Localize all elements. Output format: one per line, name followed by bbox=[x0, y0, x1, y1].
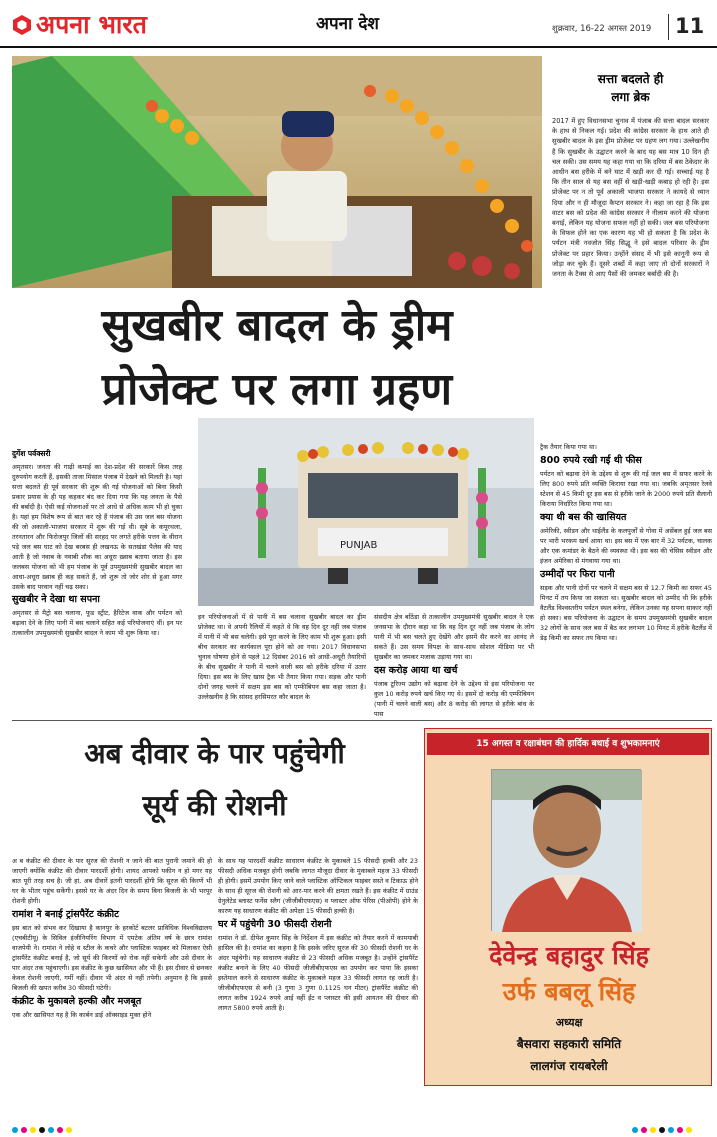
lead-subhead-dream: सुखबीर ने देखा था सपना bbox=[12, 594, 100, 605]
lead-col3 bbox=[374, 612, 534, 718]
sidebar-body: 2017 में हुए विधानसभा चुनाव में पंजाब की सत्ता बादल सरकार के हाथ से निकल गई। प्रदेश की कांग्रेस सरकार के हाथ आते ही सुखबीर बादल के इस ड्रीम प्रोजेक्ट पर ग्रहण लग गया। उल्लेखनीय है कि सुखबीर के उद्घाटन करने के बाद यह बस मात्र 10 दिन ही चल सकी। उस समय यह कहा गया था कि दरिया में बस ठेकेदार के आधीन बस हरीके में बने घाट में खड़ी कर दी गई। सच्चाई यह है कि तीन साल से यह बस वहीं से खड़ी-खड़ी कबाड़ हो रही है। इस प्रोजेक्ट पर न तो पूर्व अकाली भाजपा सरकार ने कायदे से ध्यान दिया और न ही मौजूदा कैप्टन सरकार ने। कहा जा रहा है कि इस वाटर बस को प्रदेश की कांग्रेस सरकार ने नीलाम करने की योजना बनाई, लेकिन यह योजना सफल नहीं हो सकी। जल बस परियोजना के विफल होने का एक कारण यह भी हो सकता है कि प्रदेश के पर्यटन मंत्री नवजोत सिंह सिद्धू ने इसे बादल परिवार के ड्रीम प्रोजेक्ट पर प्रहार किया। उन्होंने संसद में भी इसे कानूनी रूप से जोड़ा कर चुके हैं। दूसरे शब्दों में कहा जाए तो दोनों सरकारों ने जनता के टैक्स से आए पैसों की जमकर बर्बादी की है। bbox=[552, 117, 709, 279]
svg-text:PUNJAB: PUNJAB bbox=[340, 540, 378, 551]
registration-dot bbox=[57, 1127, 63, 1133]
second-headline-line1: अब दीवार के पार पहुंचेगी bbox=[84, 737, 345, 770]
second-headline-line2: सूर्य की रोशनी bbox=[142, 789, 287, 822]
lead-col1 bbox=[12, 462, 182, 702]
hexagon-logo-icon bbox=[11, 14, 33, 36]
ad-greeting-banner: 15 अगस्त व रक्षाबंधन की हार्दिक बधाई व शुभकामनाएं bbox=[427, 733, 709, 755]
registration-dots-left bbox=[12, 1118, 92, 1126]
registration-dot bbox=[668, 1127, 674, 1133]
ad-portrait bbox=[491, 769, 641, 931]
ad-place: लालगंज रायबरेली bbox=[530, 1059, 608, 1073]
second-col2-para1: के साथ यह पारदर्शी कंक्रीट साधारण कंक्रीट के मुकाबले 15 फीसदी हल्की और 23 फीसदी अधिक मजबूत होगी जबकि लागत मौजूदा दीवार के मुकाबले महज 33 फीसदी ही होगी। इसमें उपयोग किए जाने वाले प्लास्टिक ऑप्टिकल फाइबर सस्ते व टिकाऊ होने के साथ ही सूरज की रोशनी को आर-पार करने की क्षमता रखते हैं। इस कंक्रीट में ग्राउंड ग्रेनुलेटेड ब्लास्ट फर्नेस स्लैग (जीजीबीएफएस) व प्लास्टर ऑफ पेरिस (पीओपी) होने के कारण यह साधारण कंक्रीट की अपेक्षा 15 फीसदी हल्की है। bbox=[218, 857, 418, 915]
ad-name-line1: देवेन्द्र बहादुर सिंह bbox=[489, 941, 649, 970]
second-col2 bbox=[218, 856, 418, 1120]
registration-dot bbox=[21, 1127, 27, 1133]
masthead bbox=[0, 0, 717, 48]
lead-subhead-fee: 800 रुपये रखी गई थी फीस bbox=[540, 455, 642, 466]
lead-col4-para3: सड़क और पानी दोनों पर चलने में सक्षम बस से 12.7 किमी का सफर 45 मिनट में तय किया जा सकता था। सुखबीर बादल को उम्मीद थी कि हरीके वैटलैंड विश्वस्तरीय पर्यटन स्थल बनेगा, लेकिन उनका यह सपना साकार नहीं हो सका। बस परियोजना के उद्घाटन के समय उपमुख्यमंत्री सुखबीर बादल 32 लोगों के साथ जल बस में बैठ कर लगभग 10 मिनट में हरीके वैटलैंड में डेढ़ किमी का सफर तय किया था। bbox=[540, 584, 712, 642]
lead-subhead-hopes: उम्मीदों पर फिरा पानी bbox=[540, 569, 615, 580]
registration-marks bbox=[12, 1118, 712, 1126]
registration-dot bbox=[659, 1127, 665, 1133]
lead-photo bbox=[12, 56, 542, 288]
page-divider bbox=[668, 14, 669, 40]
bus-photo bbox=[198, 418, 534, 606]
registration-dot bbox=[686, 1127, 692, 1133]
sidebar-title-line2: लगा ब्रेक bbox=[611, 90, 650, 104]
sidebar-title-line1: सत्ता बदलते ही bbox=[597, 72, 664, 86]
masthead-rule bbox=[0, 46, 717, 48]
lead-col2: इन परियोजनाओं में से पानी में बस चलाना सुखबीर बादल का ड्रीम प्रोजेक्ट था। वे अपनी रैलियों में कहते थे कि वह दिन दूर नहीं जब पंजाब में पानी में भी बस चलेगी। इसे पूरा करने के लिए काम भी शुरू हुआ। इसी बीच सरकार का कार्यकाल पूरा होने को आ गया। 2017 विधानसभा चुनाव घोषणा होने से पहले 12 दिसंबर 2016 को आधी-अधूरी तैयारियों के बीच सुखबीर ने पानी में चलने वाली बस को हरीके दरिया में उतार दिया। इस बस के लिए खास ट्रैक भी तैयार किया गया। सड़क और पानी दोनों जगह चलने में सक्षम इस बस को एम्फीबियन बस कहा जाता है। उल्लेखनीय है कि सांसद हरसिमरत कौर बादल के bbox=[198, 613, 366, 701]
second-subhead-sunlight: घर में पहुंचेगी 30 फीसदी रोशनी bbox=[218, 919, 332, 930]
registration-dot bbox=[650, 1127, 656, 1133]
second-subhead-concrete: रामांश ने बनाई ट्रांसपैरेंट कंक्रीट bbox=[12, 909, 119, 920]
registration-dot bbox=[48, 1127, 54, 1133]
sidebar-box bbox=[548, 56, 713, 438]
brand-name: अपना भारत bbox=[36, 10, 147, 39]
lead-col3-para2: पंजाब टूरिज्म उद्योग को बढ़ावा देने के उद्देश्य से इस परियोजना पर कुल 10 करोड़ रुपये खर्च किए गए थे। इसमें दो करोड़ की एम्फीबियन (पानी में चलने वाली बस) और 8 करोड़ की लागत से हरीके बांध के पास bbox=[374, 680, 534, 718]
lead-col3-para1: संसदीय क्षेत्र बठिंडा से तत्कालीन उपमुख्यमंत्री सुखबीर बादल ने एक जनसभा के दौरान कहा था कि वह दिन दूर नहीं जब पंजाब के लोग पानी में भी बस चलते हुए देखेंगे और इसमें सैर करने का आनंद ले सकते हैं। उस समय विपक्ष के साथ-साथ सोशल मीडिया पर भी सुखबीर का जमकर मजाक उड़ाया गया था। bbox=[374, 613, 534, 661]
ad-name-line2: उर्फ बबलू सिंह bbox=[502, 977, 636, 1006]
lead-col4-para2: अमेरिकी, स्वीडन और थाईलैंड के कलपुर्जों से गोवा में असेंबल हुई जल बस पर भारी भरकम खर्च आया था। इस बस में एक बार में 32 पर्यटक, चालक और एक कमांडर के बैठने की व्यवस्था थी। इस बस की चेसिस स्वीडन और इंजन अमेरिका से मंगवाया गया था। bbox=[540, 527, 712, 565]
lead-subhead-cost: दस करोड़ आया था खर्च bbox=[374, 665, 458, 676]
second-headline bbox=[12, 728, 417, 844]
registration-dots-right bbox=[632, 1118, 712, 1126]
section-title: अपना देश bbox=[316, 14, 379, 34]
greeting-ad bbox=[424, 728, 712, 1086]
registration-dot bbox=[30, 1127, 36, 1133]
second-col1-para3: एक और खासियत यह है कि कार्बन डाई ऑक्साइड मुक्त होने bbox=[12, 1011, 152, 1019]
byline: दुर्गेश पर्वक्सरी bbox=[12, 449, 51, 458]
registration-dot bbox=[641, 1127, 647, 1133]
registration-dot bbox=[66, 1127, 72, 1133]
lead-subhead-features: क्या थी बस की खासियत bbox=[540, 512, 627, 523]
second-col2-para2: रामांश ने डॉ. दीपेश कुमार सिंह के निर्देशन में इस कंक्रीट को तैयार करने में कामयाबी हासिल की है। रामांश का कहना है कि इसके जरिए सूरज की 30 फीसदी रोशनी घर के अंदर पहुंचेगी। यह साधारण कंक्रीट से 23 फीसदी अधिक मजबूत है। उन्होंने ट्रांसपैरेंट कंक्रीट बनाने के लिए 40 फीसदी जीजीबीएफएस का उपयोग कर पाया कि इसका इस्तेमाल करने से साधारण कंक्रीट के मुकाबले महज 33 फीसदी लागत रह जाती है। जीजीबीएफएस से बनी (3 गुणा 3 गुणा 0.1125 घन मीटर) ट्रांसपैरेंट कंक्रीट की लागत करीब 1924 रुपये आई वहीं ईंट व प्लास्टर की इसी आयतन की दीवार की लागत 5800 रुपये आती है। bbox=[218, 934, 418, 1012]
second-col1-para1: अ ब कंक्रीट की दीवार के पार सूरज की रोशनी न जाने की बात पुरानी जमाने की हो जाएगी क्योंकि कंक्रीट की दीवार पारदर्शी होगी। शायद आपको यकीन न हो मगर यह बात पूरी तरह सच है। जी हां, अब दीवारें इतनी पारदर्शी होंगी कि सूरज की किरणें भी घर के भीतर पहुंच सकेंगी। इससे घर के अंदर दिन के समय बिना बिजली के भी भरपूर रोशनी होगी। bbox=[12, 857, 212, 905]
registration-dot bbox=[677, 1127, 683, 1133]
sidebar-title bbox=[548, 70, 713, 110]
lead-col1-para1: अमृतसर। जनता की गाढ़ी कमाई का देश-प्रदेश की सरकारें किस तरह दुरुपयोग करती हैं, इसकी ताजा मिसाल पंजाब में देखने को मिलती है। यहां सत्ता बदलते ही पूर्व सरकार की शुरू की गई योजनाओं को बिना किसी प्रकार प्रयास के ही यह कहकर बंद कर दिया गया कि यह जनता के पैसे की बर्बादी है। ऐसी कई योजनाओं पर तो आधे से अधिक काम भी हो चुका है। यहां हम विशेष रूप से बात कर रहे हैं पंजाब की उस जल बस योजना की जो अकाली-भाजपा सरकार में शुरू की गई थी। सूबे के कपूरथला, तरनतारन और फिरोजपुर जिलों की सरहद पर लगते हरीके पत्तन के वीरान पड़े जल बस घाट को देख बरबस ही लखनऊ के सतखंडा पैलेस की याद आती है जो नवाब के नवाबी शौक का अधूरा ख़्वाब बताया जाता है। इस जलबस योजना को भी हम पंजाब के पूर्व उपमुख्यमंत्री सुखबीर बादल का आधा-अधूरा ख़्वाब ही कह सकते हैं, जो शुरू तो जोर शोर से हुआ मगर उसके बाद परवान नहीं चढ़ सका। bbox=[12, 463, 182, 591]
registration-dot bbox=[632, 1127, 638, 1133]
lead-headline bbox=[12, 294, 542, 430]
lead-col1-para2: अमृतसर से मैट्रो बस चलाना, फूड स्ट्रीट, हैरिटेज वाक और पर्यटन को बढ़ावा देने के लिए पानी में बस चलाने सहित कई परियोजनाएं थीं। इन पर तत्कालीन उपमुख्यमंत्री सुखबीर बादल ने काम भी शुरू किया था। bbox=[12, 609, 182, 637]
registration-dot bbox=[12, 1127, 18, 1133]
second-col1 bbox=[12, 856, 212, 1120]
lead-headline-line1: सुखबीर बादल के ड्रीम bbox=[101, 300, 453, 351]
registration-dot bbox=[39, 1127, 45, 1133]
issue-date: शुक्रवार, 16-22 अगस्त 2019 bbox=[552, 24, 652, 34]
second-subhead-light: कंक्रीट के मुकाबले हल्की और मजबूत bbox=[12, 996, 142, 1007]
ad-organisation: बैसवारा सहकारी समिति bbox=[516, 1037, 622, 1051]
lead-col4-para0: ट्रैक तैयार किया गया था। bbox=[540, 443, 597, 451]
ad-designation: अध्यक्ष bbox=[555, 1016, 583, 1029]
second-col1-para2: इस बात को संभव कर दिखाया है कानपुर के हरकोर्ट बटलर प्राविधिक विश्वविद्यालय (एचबीटीयू) के सिविल इंजीनियरिंग विभाग में एमटेक अंतिम वर्ष के छात्र रामांश वाजपेयी ने। रामांश ने लोहे व स्टील के कचरे और प्लास्टिक फाइबर को मिलाकर ऐसी ट्रांसपैरेंट कंक्रीट बनाई है, जो सूर्य की किरणों को रोक नहीं सकेगी और उसे दीवार के पार अंदर तक पहुंचाएगी। इस कंक्रीट के कुछ खासियत और भी हैं। इस दीवार से छनकर केवल रोशनी जाएगी, गर्मी नहीं। दीवार भी अंदर से नहीं तपेगी। अनुमान है कि इससे बिजली की खपत करीब 30 फीसदी घटेगी। bbox=[12, 924, 212, 992]
lead-col4 bbox=[540, 442, 712, 712]
lead-col4-para1: पर्यटन को बढ़ावा देने के उद्देश्य से शुरू की गई जल बस में सफर करने के लिए 800 रुपये प्रति व्यक्ति किराया रखा गया था। जबकि अमृतसर रेलवे स्टेशन से 45 किमी दूर इस बस से हरीके जाने के 2000 रुपये प्रति सैलानी किराया निर्धारित किया गया था। bbox=[540, 470, 712, 508]
page-number: 11 bbox=[675, 14, 705, 38]
lead-headline-line2: प्रोजेक्ट पर लगा ग्रहण bbox=[101, 364, 453, 415]
section-rule bbox=[12, 720, 712, 721]
